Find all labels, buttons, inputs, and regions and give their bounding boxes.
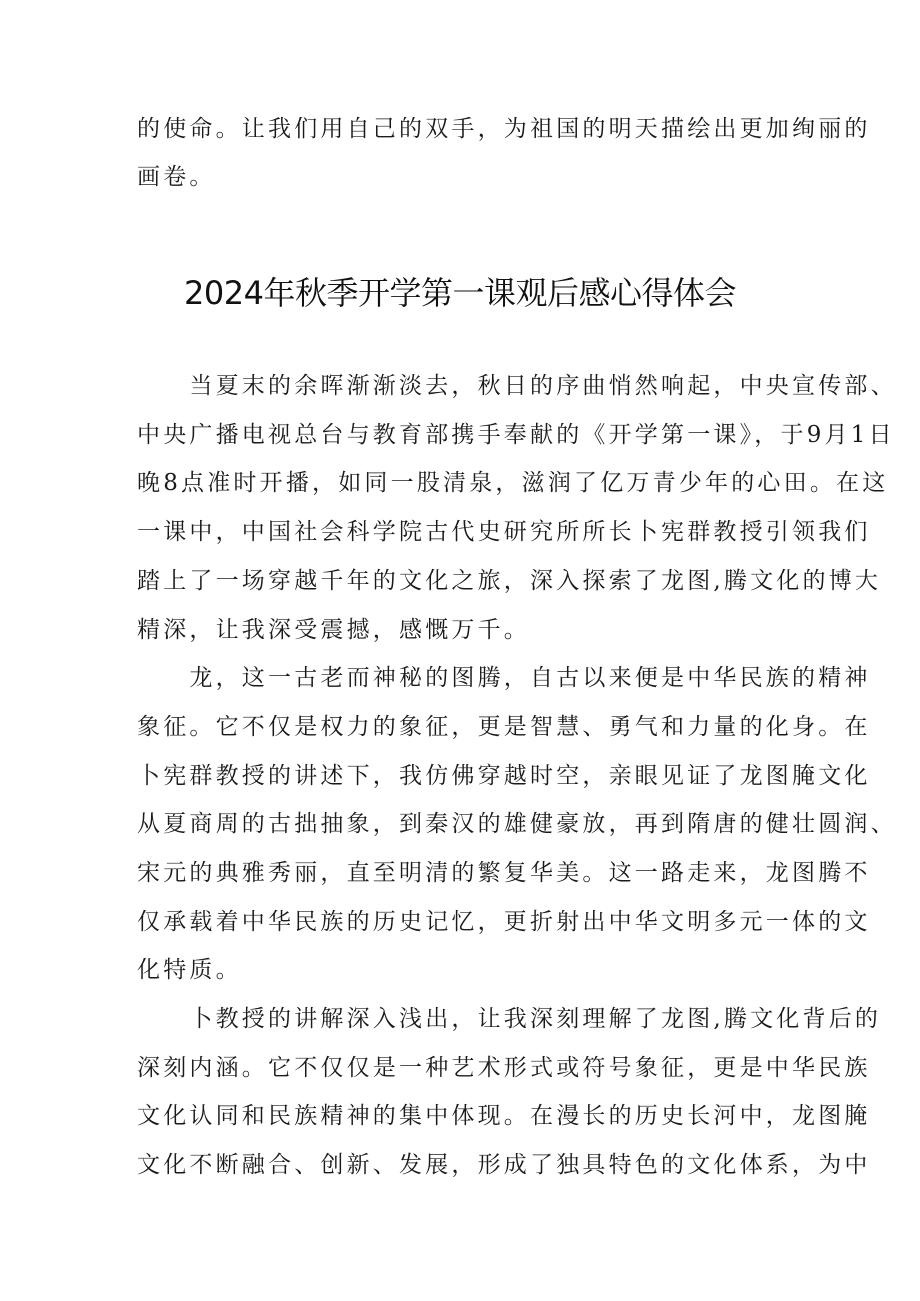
text-line: 化特质。 xyxy=(137,957,242,983)
text-line: 象征。它不仅是权力的象征，更是智慧、勇气和力量的化身。在 xyxy=(137,714,871,740)
text-line: 宋元的典雅秀丽，直至明清的繁复华美。这一路走来，龙图腾不 xyxy=(137,860,871,886)
text-line: 龙，这一古老而神秘的图腾，自古以来便是中华民族的精神 xyxy=(137,665,871,691)
text-line: 卜教授的讲解深入浅出，让我深刻理解了龙图,腾文化背后的 xyxy=(137,1006,882,1032)
text-line: 文化认同和民族精神的集中体现。在漫长的历史长河中，龙图腌 xyxy=(137,1103,871,1129)
text-line: 晚8点准时开播，如同一股清泉，滋润了亿万青少年的心田。在这 xyxy=(137,470,889,496)
text-line: 精深，让我深受震撼，感慨万千。 xyxy=(137,617,530,643)
text-line: 踏上了一场穿越千年的文化之旅，深入探索了龙图,腾文化的博大 xyxy=(137,568,882,594)
text-line: 仅承载着中华民族的历史记忆，更折射出中华文明多元一体的文 xyxy=(137,909,871,935)
text-line: 从夏商周的古拙抽象，到秦汉的雄健豪放，再到隋唐的健壮圆润、 xyxy=(137,811,897,837)
text-line: 一课中，中国社会科学院古代史研究所所长卜宪群教授引领我们 xyxy=(137,519,871,545)
text-line: 画卷。 xyxy=(137,164,216,190)
text-line: 深刻内涵。它不仅仅是一种艺术形式或符号象征，更是中华民族 xyxy=(137,1055,871,1081)
text-line: 当夏末的余晖渐渐淡去，秋日的序曲悄然响起，中央宣传部、 xyxy=(137,373,897,399)
text-line: 卜宪群教授的讲述下，我仿佛穿越时空，亲眼见证了龙图腌文化 xyxy=(137,763,871,789)
text-line: 的使命。让我们用自己的双手，为祖国的明天描绘出更加绚丽的 xyxy=(137,116,871,142)
document-title: 2024年秋季开学第一课观后感心得体会 xyxy=(184,274,736,312)
text-line: 中央广播电视总台与教育部携手奉献的《开学第一课》，于9月1日 xyxy=(137,422,895,448)
text-line: 文化不断融合、创新、发展，形成了独具特色的文化体系，为中 xyxy=(137,1152,871,1178)
